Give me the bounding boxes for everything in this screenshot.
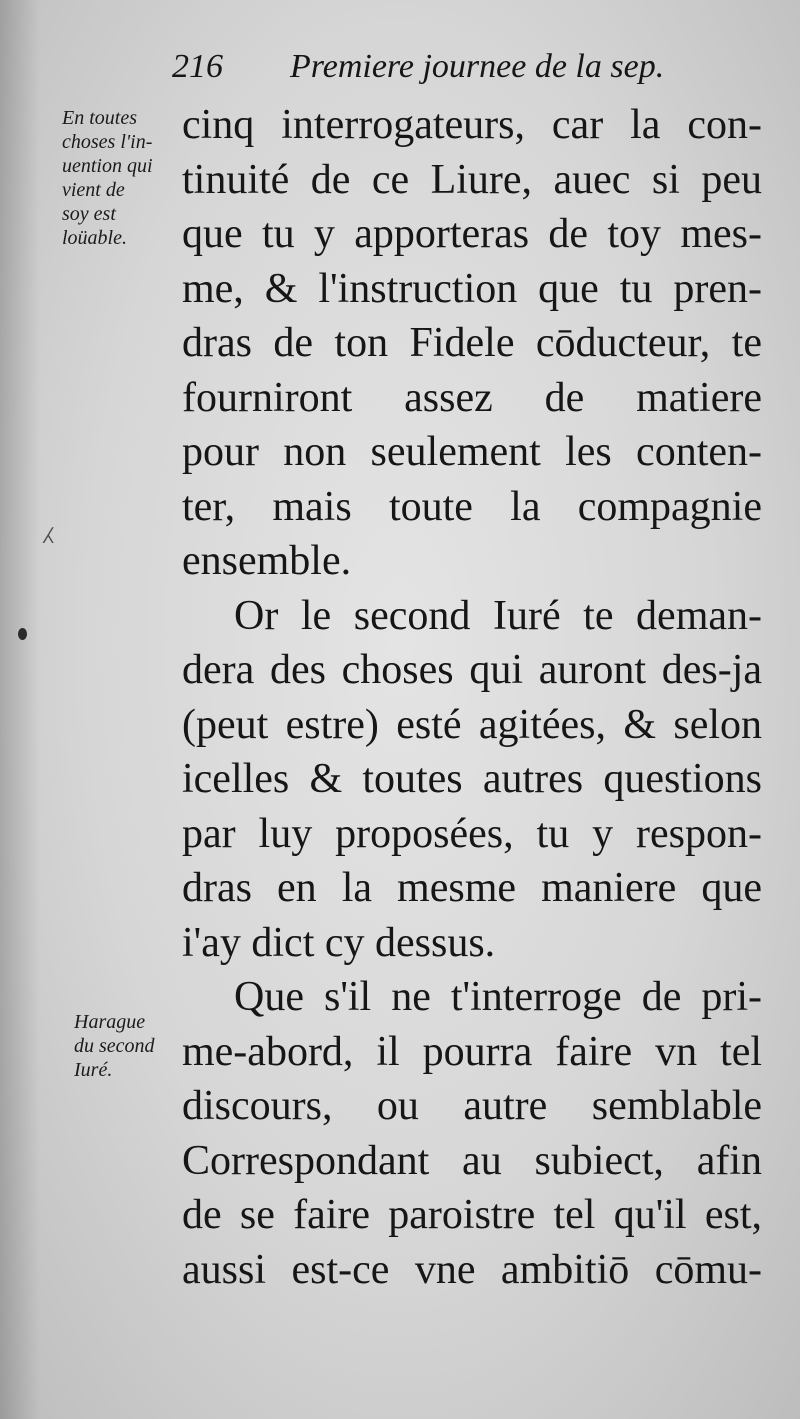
margin-note-line: uention qui [62, 155, 153, 177]
page-number: 216 [172, 48, 223, 85]
ink-blot-icon [18, 628, 27, 640]
text-line: me, & l'instruction que tu pren- [182, 265, 762, 312]
text-line: ensemble. [182, 538, 352, 584]
text-line: i'ay dict cy dessus. [182, 919, 496, 966]
text-line: pour non seulement les conten- [182, 429, 762, 475]
text-line: dras de ton Fidele cōducteur, te [182, 320, 762, 366]
text-line: Or le second Iuré te deman- [234, 592, 762, 639]
margin-note-line: Harague [74, 1011, 146, 1033]
text-line: Correspondant au subiect, afin [182, 1137, 762, 1184]
margin-note-line: du second [74, 1035, 155, 1057]
margin-note-line: choses l'in- [62, 131, 153, 153]
text-line: que tu y apporteras de toy mes- [182, 211, 762, 257]
text-line: aussi est-ce vne ambitiō cōmu- [182, 1246, 762, 1293]
margin-note-line: En toutes [62, 107, 137, 129]
gutter-shadow [0, 0, 40, 1419]
text-line: me-abord, il pourra faire vn tel [182, 1028, 762, 1075]
text-line: dera des choses qui auront des-ja [182, 647, 762, 693]
running-head [172, 48, 692, 94]
margin-note-invention [62, 106, 180, 250]
text-line: cinq interrogateurs, car la con- [182, 102, 762, 148]
text-line: icelles & toutes autres questions [182, 756, 762, 802]
text-line: dras en la mesme maniere que [182, 865, 762, 911]
margin-note-line: vient de [62, 179, 125, 201]
text-line: ter, mais toute la compagnie [182, 483, 762, 530]
running-title: Premiere journee de la sep. [290, 48, 665, 85]
text-line: Que s'il ne t'interroge de pri- [234, 974, 762, 1020]
text-line: fourniront assez de matiere [182, 374, 762, 421]
text-line: par luy proposées, tu y respon- [182, 810, 762, 857]
text-line: discours, ou autre semblable [182, 1083, 762, 1129]
ink-mark-icon: ⁁ [44, 506, 53, 543]
margin-note-harangue [74, 1010, 192, 1082]
text-line: tinuité de ce Liure, auec si peu [182, 156, 762, 203]
margin-note-line: soy est [62, 203, 116, 225]
text-line: (peut estre) esté agitées, & selon [182, 701, 762, 748]
margin-note-line: loüable. [62, 227, 127, 249]
body-text [182, 98, 762, 1297]
text-line: de se faire paroistre tel qu'il est, [182, 1192, 762, 1238]
margin-note-line: Iuré. [74, 1059, 113, 1081]
